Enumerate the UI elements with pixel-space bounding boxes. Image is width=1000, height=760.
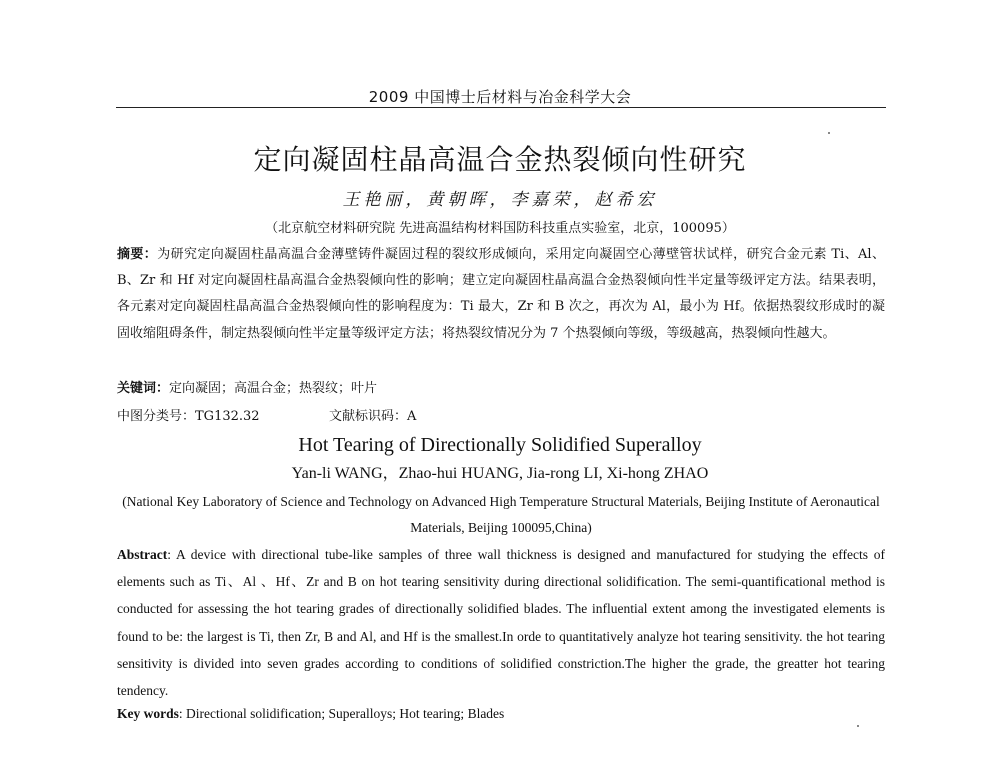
classification-label: 中图分类号：: [117, 409, 196, 424]
english-authors: Yan-li WANG，Zhao-hui HUANG, Jia-rong LI, Xi-hong ZHAO: [291, 465, 709, 482]
conference-header: 2009 中国博士后材料与冶金科学大会: [368, 88, 632, 106]
scan-speck: [857, 725, 859, 727]
english-abstract-text: : A device with directional tube-like samples of three wall thickness is designed and manufactured for studying the effects of elements such as Ti、Al 、Hf、Zr and B on hot tearing sensitivity during directional solidification. The semi-quantificational method is conducted for assessing the hot tearing grades of directionally solidified blades. The influential extent among the investigated elements is found to be: the largest is Ti, then Zr, B and Al, and Hf is the smallest.In orde to quantitatively analyze hot tearing sensitivity. the hot tearing sensitivity is divided into seven grades according to conditions of solidified constriction.The higher the grade, the greatter hot tearing tendency.: [117, 547, 885, 699]
chinese-keywords-text: 定向凝固；高温合金；热裂纹；叶片: [169, 381, 378, 396]
document-code: [329, 405, 416, 424]
english-abstract: [117, 541, 885, 704]
chinese-abstract-text: 为研究定向凝固柱晶高温合金薄壁铸件凝固过程的裂纹形成倾向，采用定向凝固空心薄壁管状试样，研究合金元素 Ti、Al、B、Zr 和 Hf 对定向凝固柱晶高温合金热裂倾向性的影响；建立定向凝固柱晶高温合金热裂倾向性半定量等级评定方法。结果表明，各元素对定向凝固柱晶高温合金热裂倾向性的影响程度为：Ti 最大，Zr 和 B 次之，再次为 Al，最小为 Hf。依据热裂纹形成时的凝固收缩阻碍条件，制定热裂倾向性半定量等级评定方法；将热裂纹情况分为 7 个热裂倾向等级，等级越高，热裂倾向性越大。: [117, 247, 885, 341]
chinese-abstract: [117, 242, 885, 347]
chinese-keywords: [117, 377, 377, 396]
chinese-authors: 王艳丽，黄朝晖，李嘉荣，赵希宏: [342, 190, 658, 210]
chinese-title: 定向凝固柱晶高温合金热裂倾向性研究: [253, 143, 747, 176]
english-title: Hot Tearing of Directionally Solidified Superalloy: [298, 434, 702, 456]
english-abstract-label: Abstract: [117, 547, 168, 562]
header-rule: [116, 107, 886, 108]
english-keywords-text: : Directional solidification; Superalloys; Hot tearing; Blades: [178, 706, 505, 721]
chinese-classification: [117, 405, 417, 424]
english-affiliation: (National Key Laboratory of Science and Technology on Advanced High Temperature Structural Materials, Beijing Institute of Aeronautical Materials, Beijing 100095,China): [122, 494, 880, 535]
chinese-abstract-label: 摘要：: [117, 247, 158, 262]
english-keywords-label: Key words: [117, 706, 179, 721]
document-code-value: A: [407, 409, 417, 424]
chinese-keywords-label: 关键词：: [117, 381, 170, 396]
classification-value: TG132.32: [195, 409, 260, 424]
scan-speck: [828, 132, 830, 134]
chinese-affiliation: （北京航空材料研究院 先进高温结构材料国防科技重点实验室，北京，100095）: [265, 221, 735, 236]
document-code-label: 文献标识码：: [329, 409, 408, 424]
english-keywords: [117, 706, 504, 722]
